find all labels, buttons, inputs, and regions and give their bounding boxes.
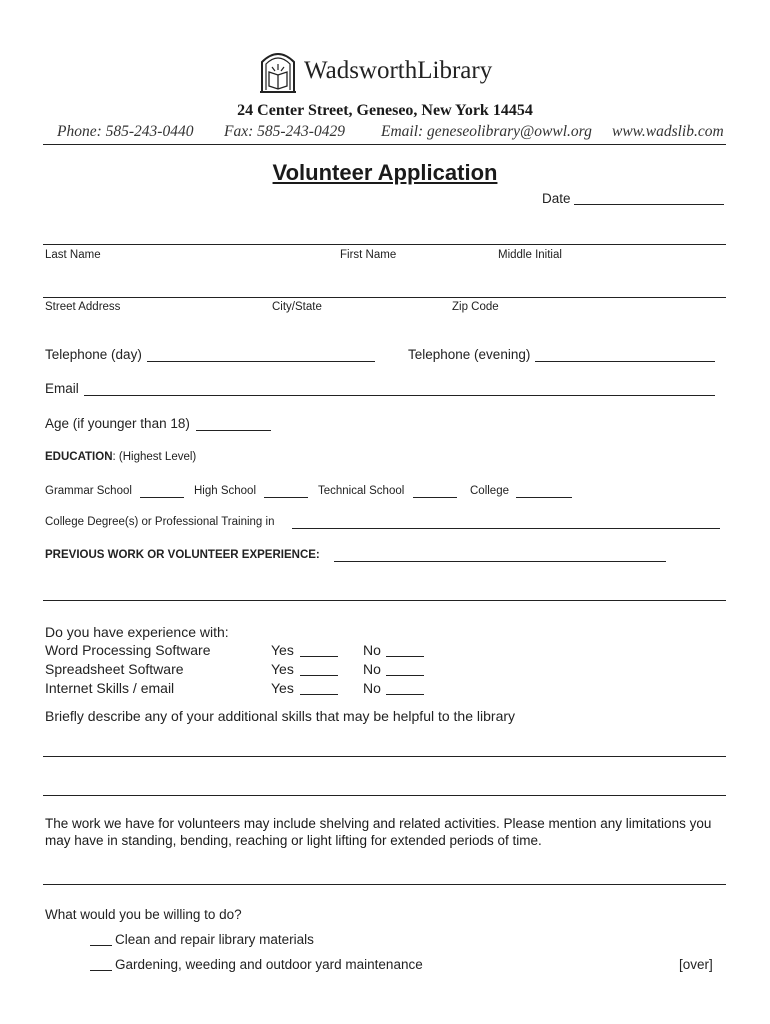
task-clean-repair-label: Clean and repair library materials	[115, 932, 314, 947]
zip-code-label: Zip Code	[452, 301, 499, 313]
skill-word-processing: Word Processing Software	[45, 642, 211, 658]
skill-spreadsheet: Spreadsheet Software	[45, 661, 184, 677]
city-state-label: City/State	[272, 301, 322, 313]
previous-experience-line[interactable]	[43, 590, 726, 601]
age-label: Age (if younger than 18)	[45, 416, 190, 431]
skill-word-processing-yes-field[interactable]	[300, 642, 338, 657]
describe-skills-line-1[interactable]	[43, 746, 726, 757]
street-address-label: Street Address	[45, 301, 121, 313]
date-label: Date	[542, 191, 571, 206]
telephone-day-field[interactable]	[147, 348, 375, 362]
education-heading: EDUCATION: (Highest Level)	[45, 451, 197, 463]
task-clean-repair-checkbox[interactable]	[90, 932, 112, 946]
skill-internet-yes-label: Yes	[271, 680, 294, 696]
college-degree-label: College Degree(s) or Professional Training in	[45, 516, 275, 528]
first-name-label: First Name	[340, 249, 397, 261]
telephone-evening-field[interactable]	[535, 348, 715, 362]
name-field-line[interactable]	[43, 232, 726, 245]
library-address: 24 Center Street, Geneseo, New York 14454	[237, 102, 533, 119]
email-field[interactable]	[84, 382, 715, 396]
skill-word-processing-no-label: No	[363, 642, 381, 658]
email-label: Email	[45, 381, 79, 396]
skill-word-processing-no-field[interactable]	[386, 642, 424, 657]
skill-spreadsheet-yes-label: Yes	[271, 661, 294, 677]
header-divider	[43, 144, 726, 145]
technical-school-label: Technical School	[318, 485, 405, 497]
college-field[interactable]	[516, 485, 572, 498]
skill-spreadsheet-yes-field[interactable]	[300, 661, 338, 676]
describe-skills-line-2[interactable]	[43, 785, 726, 796]
skill-spreadsheet-no-field[interactable]	[386, 661, 424, 676]
describe-skills-label: Briefly describe any of your additional skills that may be helpful to the library	[45, 708, 516, 724]
telephone-evening-label: Telephone (evening)	[408, 347, 531, 362]
skill-internet-yes-field[interactable]	[300, 680, 338, 695]
over-note: [over]	[679, 957, 713, 972]
high-school-field[interactable]	[264, 485, 308, 498]
grammar-school-field[interactable]	[140, 485, 184, 498]
college-label: College	[470, 485, 509, 497]
skill-internet: Internet Skills / email	[45, 680, 175, 696]
library-building-icon	[258, 48, 298, 94]
website: www.wadslib.com	[612, 123, 724, 140]
previous-experience-label: PREVIOUS WORK OR VOLUNTEER EXPERIENCE:	[45, 549, 320, 561]
limitations-text: The work we have for volunteers may include shelving and related activities. Please mention any limitations you may have in standing, bending, reaching or light lifting for extended periods of time.	[45, 816, 712, 848]
library-name: WadsworthLibrary	[304, 57, 493, 84]
skill-spreadsheet-no-label: No	[363, 661, 381, 677]
grammar-school-label: Grammar School	[45, 485, 132, 497]
technical-school-field[interactable]	[413, 485, 457, 498]
experience-question: Do you have experience with:	[45, 624, 229, 640]
last-name-label: Last Name	[45, 249, 101, 261]
middle-initial-label: Middle Initial	[498, 249, 562, 261]
library-logo	[258, 48, 492, 94]
task-gardening-checkbox[interactable]	[90, 957, 112, 971]
age-field[interactable]	[196, 417, 271, 431]
fax-number: Fax: 585-243-0429	[224, 123, 345, 140]
skill-internet-no-field[interactable]	[386, 680, 424, 695]
address-field-line[interactable]	[43, 285, 726, 298]
previous-experience-field[interactable]	[334, 549, 666, 562]
task-gardening-label: Gardening, weeding and outdoor yard maintenance	[115, 957, 423, 972]
phone-number: Phone: 585-243-0440	[57, 123, 194, 140]
limitations-line[interactable]	[43, 874, 726, 885]
willing-question: What would you be willing to do?	[45, 907, 242, 922]
college-degree-field[interactable]	[292, 516, 720, 529]
high-school-label: High School	[194, 485, 257, 497]
date-field[interactable]	[574, 190, 724, 205]
email-address: Email: geneseolibrary@owwl.org	[381, 123, 592, 140]
skill-internet-no-label: No	[363, 680, 381, 696]
telephone-day-label: Telephone (day)	[45, 347, 142, 362]
skill-word-processing-yes-label: Yes	[271, 642, 294, 658]
form-title: Volunteer Application	[272, 160, 498, 185]
